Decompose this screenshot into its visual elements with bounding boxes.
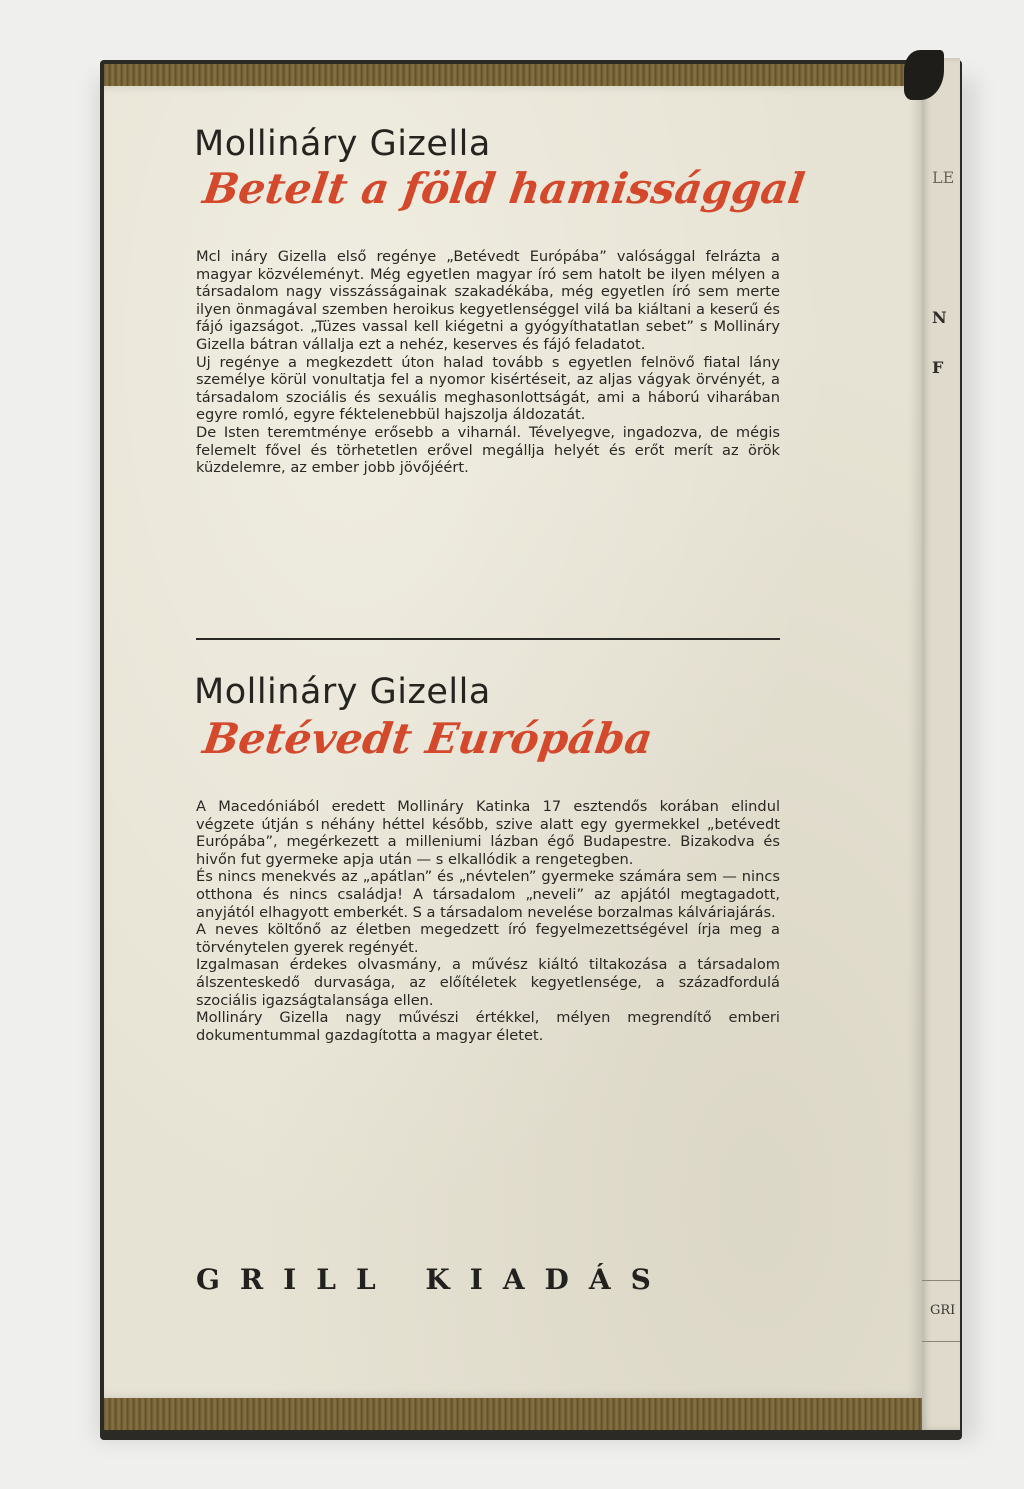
blurb-1-paragraph: De Isten teremtménye erősebb a viharnál. Tévelyegve, ingadozva, de mégis felemelt fővel és törhetetlen erővel megállja helyét és erőt merít az örök küzdelemre, az ember jobb jövőjéért. <box>196 423 780 477</box>
publisher-name: GRILL KIADÁS <box>196 1263 671 1296</box>
blurb-1 <box>196 248 780 477</box>
book-spine <box>922 58 960 1430</box>
book-title-1: Betelt a föld hamissággal <box>200 164 808 213</box>
top-gilt-edge <box>104 64 934 86</box>
blurb-1-paragraph: Mcl ináry Gizella első regénye „Betévedt Európába” valósággal felrázta a magyar közvéleményt. Még egyetlen magyar író sem hatolt be ilyen mélyen a társadalom nagy visszásságainak szakadékába, még egyetlen író sem merte ilyen önmagával szemben heroikus kegyetlenséggel vilá ba kiáltani a keserű és fájó igazságot. „Tüzes vassal kell kiégetni a gyógyíthatatlan sebet” s Mollináry Gizella bátran vállalja ezt a nehéz, keserves és fájó feladatot. <box>196 248 780 353</box>
blurb-2-paragraph: Mollináry Gizella nagy művészi értékkel, mélyen megrendítő emberi dokumentummal gazdagította a magyar életet. <box>196 1009 780 1044</box>
section-divider <box>196 638 780 640</box>
spine-text-mid2: F <box>932 358 944 377</box>
spine-text-mid1: N <box>932 308 947 327</box>
blurb-2-paragraph: Izgalmasan érdekes olvasmány, a művész kiáltó tiltakozása a társadalom álszenteskedő durvasága, az előítéletek kegyetlensége, a századfordulá szociális igazságtalansága ellen. <box>196 956 780 1009</box>
blurb-2 <box>196 798 780 1044</box>
blurb-2-paragraph: A neves költőnő az életben megedzett író fegyelmezettségével írja meg a törvénytelen gyerek regényét. <box>196 921 780 956</box>
spine-text-top: LE <box>932 168 955 187</box>
book-title-2: Betévedt Európába <box>200 714 656 763</box>
blurb-2-paragraph: És nincs menekvés az „apátlan” és „névtelen” gyermeke számára sem — nincs otthona és nincs családja! A társadalom „neveli” az apjától megtagadott, anyjától elhagyott emberkét. S a társadalom nevelése borzalmas kálváriajárás. <box>196 868 780 921</box>
bottom-gilt-edge <box>104 1396 934 1430</box>
author-name-2: Mollináry Gizella <box>194 672 491 712</box>
blurb-1-paragraph: Uj regénye a megkezdett úton halad tovább s egyetlen felnövő fiatal lány személye körül vonultatja fel a nyomor kisértéseit, az aljas vágyak örvényét, a társadalom szociális és sexuális meghasonlottságát, ami a háború viharában egyre romló, egyre féktelenebbül hajszolja áldozatát. <box>196 353 780 424</box>
spine-publisher: GRI <box>922 1280 960 1342</box>
blurb-2-paragraph: A Macedóniából eredett Mollináry Katinka 17 esztendős korában elindul végzete útján s néhány héttel később, szive alatt egy gyermekkel „betévedt Európába”, megérkezett a milleniumi lázban égő Budapestre. Bizakodva és hivőn fut gyermeke apja után — s elkallódik a rengetegben. <box>196 798 780 868</box>
author-name-1: Mollináry Gizella <box>194 124 491 164</box>
